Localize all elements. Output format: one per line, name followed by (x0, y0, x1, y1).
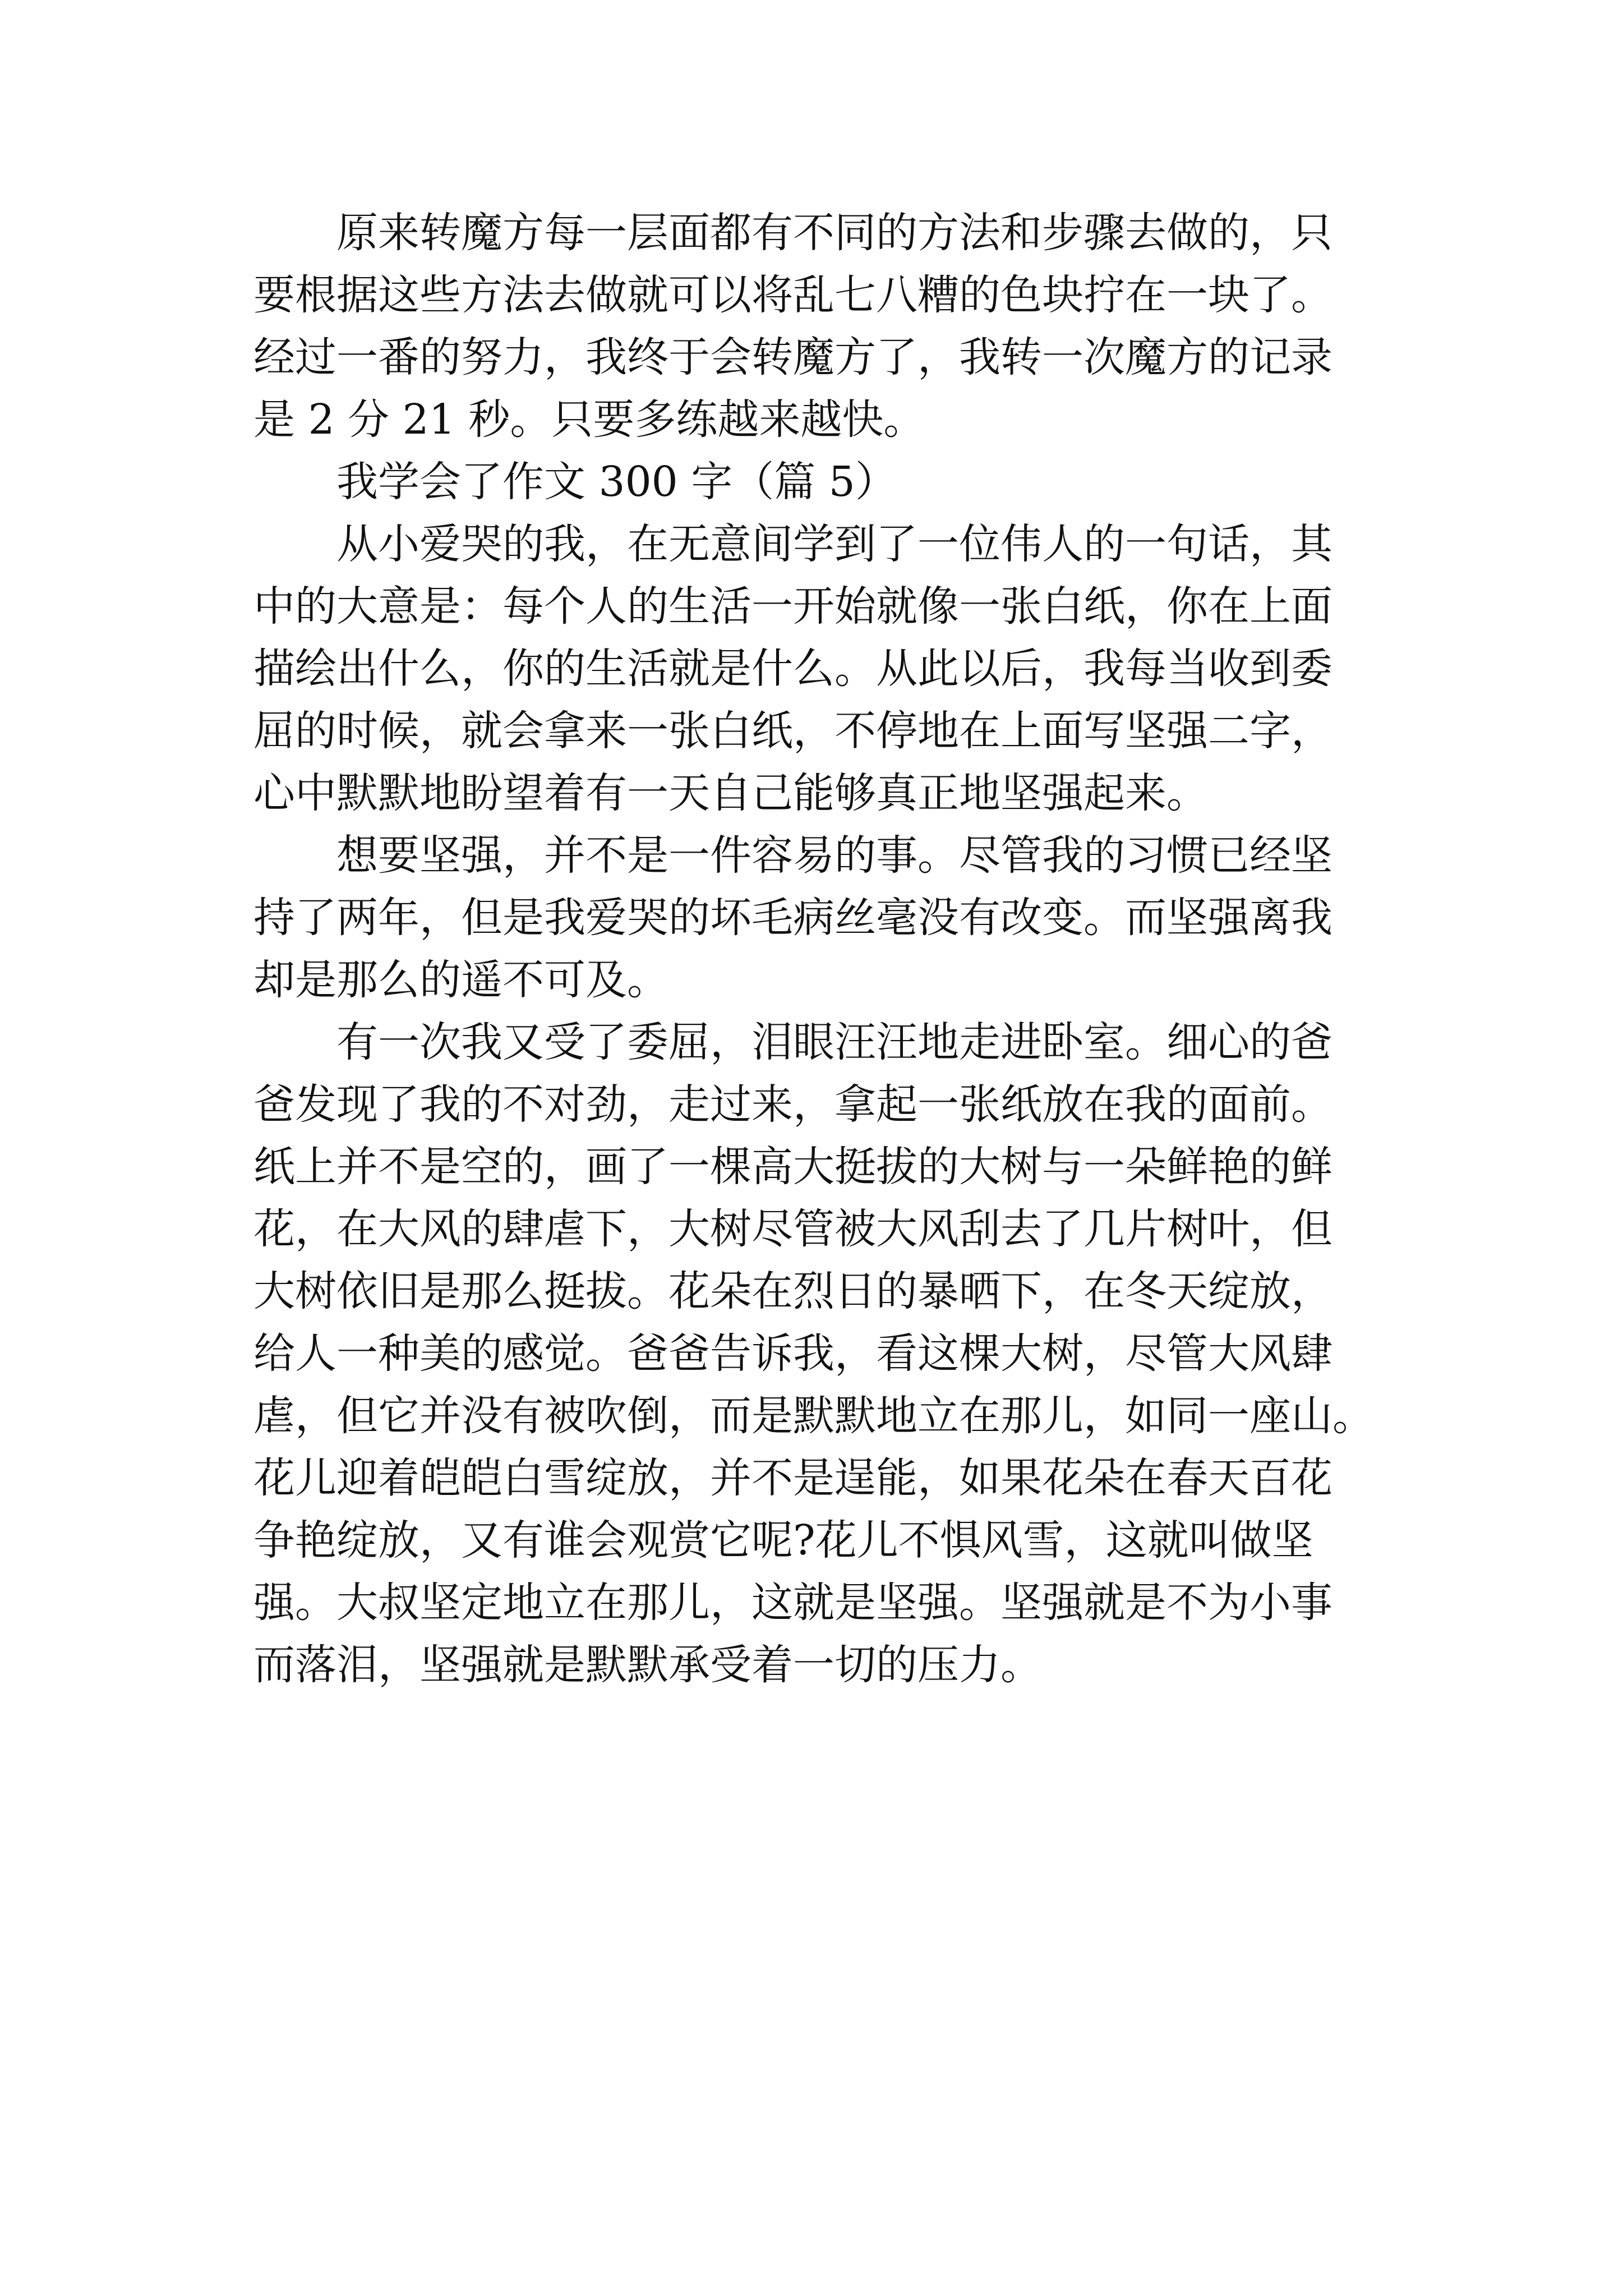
text-line: 而落泪，坚强就是默默承受着一切的压力。 (253, 1641, 1042, 1689)
text-line: 心中默默地盼望着有一天自己能够真正地坚强起来。 (253, 769, 1208, 817)
text-line: 虐，但它并没有被吹倒，而是默默地立在那儿，如同一座山。 (253, 1392, 1374, 1440)
text-line: 争艳绽放，又有谁会观赏它呢?花儿不惧风雪，这就叫做坚 (253, 1516, 1313, 1565)
text-line: 描绘出什么，你的生活就是什么。从此以后，我每当收到委 (253, 645, 1332, 693)
text-line: 原来转魔方每一层面都有不同的方法和步骤去做的，只 (336, 209, 1332, 257)
text-line: 要根据这些方法去做就可以将乱七八糟的色块拧在一块了。 (253, 271, 1332, 319)
text-line: 爸发现了我的不对劲，走过来，拿起一张纸放在我的面前。 (253, 1080, 1332, 1129)
text-line: 想要坚强，并不是一件容易的事。尽管我的习惯已经坚 (336, 831, 1332, 880)
text-line: 从小爱哭的我，在无意间学到了一位伟人的一句话，其 (336, 520, 1332, 568)
text-line: 屈的时候，就会拿来一张白纸，不停地在上面写坚强二字， (253, 707, 1332, 755)
section-heading: 我学会了作文 300 字（篇 5） (336, 458, 897, 506)
text-line: 给人一种美的感觉。爸爸告诉我，看这棵大树，尽管大风肆 (253, 1329, 1332, 1378)
text-line: 却是那么的遥不可及。 (253, 956, 668, 1004)
document-body (253, 202, 1374, 1696)
text-line: 持了两年，但是我爱哭的坏毛病丝毫没有改变。而坚强离我 (253, 894, 1332, 942)
text-line: 纸上并不是空的，画了一棵高大挺拔的大树与一朵鲜艳的鲜 (253, 1143, 1332, 1191)
text-line: 花，在大风的肆虐下，大树尽管被大风刮去了几片树叶，但 (253, 1205, 1332, 1253)
text-line: 强。大叔坚定地立在那儿，这就是坚强。坚强就是不为小事 (253, 1579, 1332, 1627)
text-line: 有一次我又受了委屈，泪眼汪汪地走进卧室。细心的爸 (336, 1018, 1332, 1066)
text-line: 经过一番的努力，我终于会转魔方了，我转一次魔方的记录 (253, 333, 1332, 381)
text-line: 花儿迎着皑皑白雪绽放，并不是逞能，如果花朵在春天百花 (253, 1454, 1332, 1502)
text-line: 是 2 分 21 秒。只要多练越来越快。 (253, 395, 925, 444)
text-line: 中的大意是：每个人的生活一开始就像一张白纸，你在上面 (253, 582, 1332, 631)
text-line: 大树依旧是那么挺拔。花朵在烈日的暴晒下，在冬天绽放， (253, 1267, 1332, 1315)
